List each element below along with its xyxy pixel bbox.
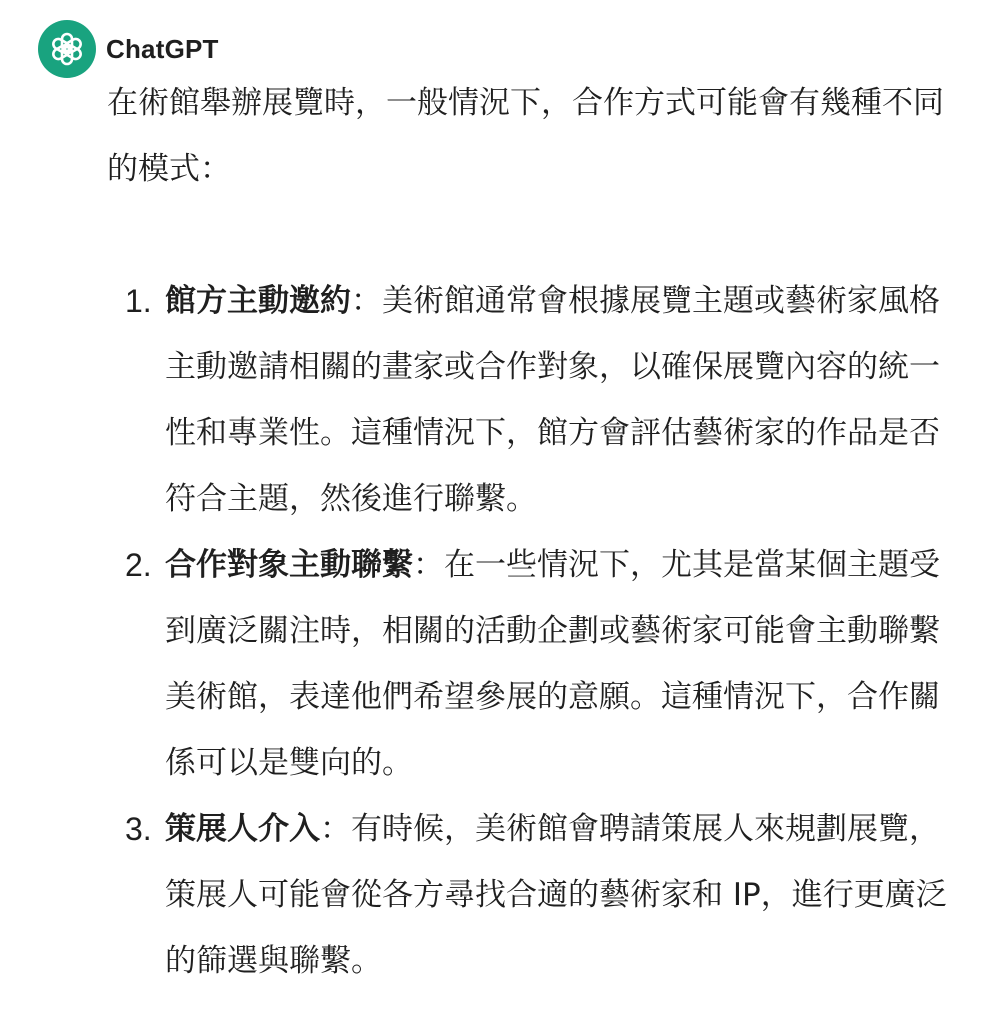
list-item (107, 268, 967, 532)
list-item-separator: ： (351, 283, 382, 319)
assistant-message (107, 70, 967, 994)
list-item-number: 1. (125, 283, 152, 319)
list-item-title: 策展人介入 (165, 811, 320, 847)
list-item-separator: ： (413, 547, 444, 583)
paragraph-spacer (107, 202, 967, 268)
avatar (38, 20, 96, 78)
list-item-separator: ： (320, 811, 351, 847)
list-item-title: 館方主動邀約 (165, 283, 351, 319)
message-intro: 在術館舉辦展覽時，一般情況下，合作方式可能會有幾種不同的模式： (107, 85, 944, 187)
list-item-number: 2. (125, 547, 152, 583)
openai-logo-icon (47, 29, 87, 69)
list-item-title: 合作對象主動聯繫 (165, 547, 413, 583)
list-item-body: 美術館通常會根據展覽主題或藝術家風格主動邀請相關的畫家或合作對象，以確保展覽內容的統一性和專業性。這種情況下，館方會評估藝術家的作品是否符合主題，然後進行聯繫。 (165, 283, 940, 517)
list-item (107, 532, 967, 796)
list-item-number: 3. (125, 811, 152, 847)
list-item-body: 在一些情況下，尤其是當某個主題受到廣泛關注時，相關的活動企劃或藝術家可能會主動聯繫美術館，表達他們希望參展的意願。這種情況下，合作關係可以是雙向的。 (165, 547, 940, 781)
ordered-list (107, 268, 967, 994)
sender-name: ChatGPT (106, 33, 219, 64)
list-item-body: 有時候，美術館會聘請策展人來規劃展覽，策展人可能會從各方尋找合適的藝術家和 IP，進行更廣泛的篩選與聯繫。 (165, 811, 947, 979)
list-item (107, 796, 967, 994)
